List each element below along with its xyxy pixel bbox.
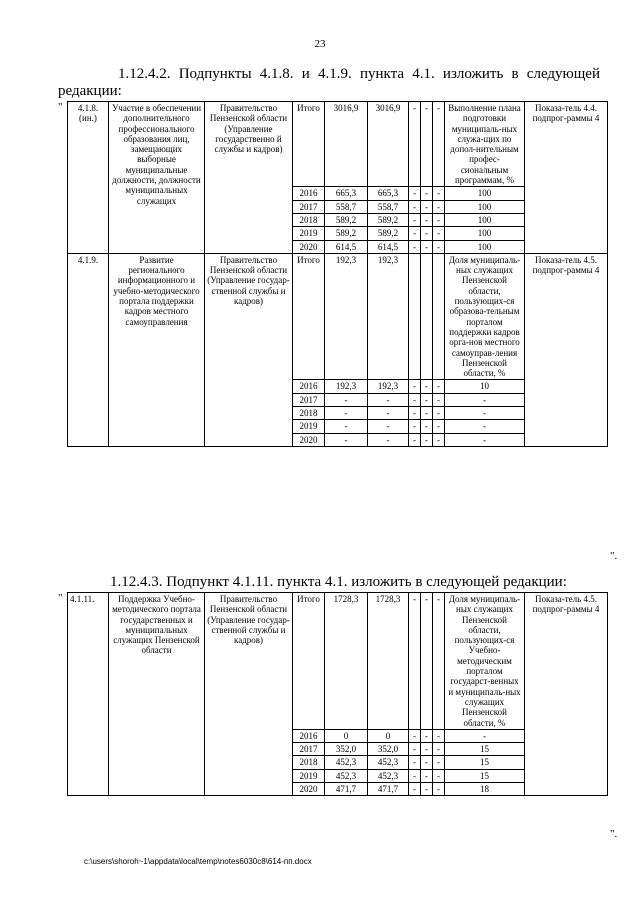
dash-cell: - [433,433,445,446]
measure-name: Участие в обеспечении дополнительного профессионального образования лиц, замещающих выборные муниципальные должности, должности муниципальных служащих [109,102,205,254]
heading-1-continuation: редакции: [58,83,122,99]
dash-cell: - [409,407,421,420]
value-cell: 100 [445,187,525,200]
value-cell: 100 [445,213,525,226]
indicator-cell: Доля муниципаль-ных служащих Пензенской области, пользующих-ся образова-тельным порталом поддержки кадров орга-нов местного самоуправ-ления Пензенской области, % [445,253,525,380]
closing-quote: ". [610,828,618,840]
value-cell: - [445,407,525,420]
measure-executor: Правительство Пензенской области (Управление государ-ственной службы и кадров) [205,593,293,796]
year-cell: 2017 [293,393,325,406]
total-cell: - [325,420,368,433]
dash-cell: - [409,102,421,187]
value-cell: - [445,393,525,406]
dash-cell: - [409,769,421,782]
dash-cell: - [421,433,433,446]
total-cell: 1728,3 [325,593,368,730]
budget-cell: 614,5 [368,240,409,253]
dash-cell: - [421,420,433,433]
dash-cell: - [421,213,433,226]
year-cell: 2016 [293,380,325,393]
dash-cell [433,253,445,380]
dash-cell: - [421,393,433,406]
total-cell: 558,7 [325,200,368,213]
period-cell: Итого [293,253,325,380]
opening-quote: " [58,101,63,113]
dash-cell: - [421,380,433,393]
dash-cell: - [433,187,445,200]
footer-file-path: c:\users\shoroh~1\appdata\local\temp\notes6030c8\614-пп.docx [84,857,312,866]
dash-cell: - [433,240,445,253]
dash-cell: - [421,783,433,796]
budget-cell: 589,2 [368,213,409,226]
year-cell: 2019 [293,227,325,240]
indicator-cell: Выполнение плана подготовки муниципаль-ных служа-щих по допол-нительным профес-сиональным программам, % [445,102,525,187]
budget-cell: 589,2 [368,227,409,240]
year-cell: 2018 [293,213,325,226]
dash-cell: - [409,420,421,433]
measure-executor: Правительство Пензенской области (Управление государ-ственной службы и кадров) [205,253,293,446]
budget-cell: 192,3 [368,380,409,393]
opening-quote: " [58,592,63,604]
total-cell: 665,3 [325,187,368,200]
dash-cell: - [409,213,421,226]
value-cell: 100 [445,240,525,253]
dash-cell: - [409,743,421,756]
dash-cell: - [421,729,433,742]
total-cell: 192,3 [325,253,368,380]
dash-cell: - [433,380,445,393]
budget-cell: - [368,420,409,433]
dash-cell: - [409,380,421,393]
budget-cell: - [368,393,409,406]
dash-cell: - [433,756,445,769]
heading-1: 1.12.4.2. Подпункты 4.1.8. и 4.1.9. пункта 4.1. изложить в следующей [118,66,600,82]
budget-cell: 471,7 [368,783,409,796]
dash-cell: - [433,200,445,213]
total-cell: 352,0 [325,743,368,756]
dash-cell: - [409,200,421,213]
dash-cell: - [433,393,445,406]
year-cell: 2018 [293,756,325,769]
dash-cell: - [421,200,433,213]
total-cell: 471,7 [325,783,368,796]
indicator-cell: Доля муниципаль-ных служащих Пензенской области, пользующих-ся Учебно-методическим порталом государст-венных и муниципаль-ных служащих Пензенской области, % [445,593,525,730]
indicator-link: Показа-тель 4.5. подпрог-раммы 4 [525,593,608,796]
budget-cell: 0 [368,729,409,742]
budget-cell: 3016,9 [368,102,409,187]
dash-cell: - [409,433,421,446]
year-cell: 2019 [293,769,325,782]
year-cell: 2017 [293,743,325,756]
year-cell: 2016 [293,187,325,200]
dash-cell: - [409,240,421,253]
dash-cell: - [433,227,445,240]
budget-cell: 192,3 [368,253,409,380]
total-cell: - [325,393,368,406]
measure-name: Поддержка Учебно-методического портала государственных и муниципальных служащих Пензенской области [109,593,205,796]
dash-cell: - [433,407,445,420]
value-cell: - [445,729,525,742]
dash-cell: - [433,102,445,187]
budget-cell: 665,3 [368,187,409,200]
value-cell: 15 [445,769,525,782]
indicator-link: Показа-тель 4.5. подпрог-раммы 4 [525,253,608,446]
dash-cell: - [421,756,433,769]
measure-name: Развитие регионального информационного и учебно-методического портала поддержки кадров местного самоуправления [109,253,205,446]
dash-cell [409,253,421,380]
dash-cell: - [421,593,433,730]
value-cell: 100 [445,227,525,240]
value-cell: 10 [445,380,525,393]
period-cell: Итого [293,102,325,187]
year-cell: 2017 [293,200,325,213]
total-cell: 589,2 [325,227,368,240]
budget-cell: - [368,407,409,420]
total-cell: 192,3 [325,380,368,393]
closing-quote: ". [610,550,618,562]
table-row [68,593,608,730]
dash-cell: - [433,729,445,742]
year-cell: 2018 [293,407,325,420]
dash-cell: - [409,729,421,742]
year-cell: 2016 [293,729,325,742]
budget-cell: 558,7 [368,200,409,213]
dash-cell: - [433,213,445,226]
year-cell: 2020 [293,783,325,796]
dash-cell: - [409,187,421,200]
total-cell: 452,3 [325,769,368,782]
table-row [68,253,608,380]
budget-cell: 352,0 [368,743,409,756]
total-cell: 452,3 [325,756,368,769]
dash-cell [421,253,433,380]
total-cell: 614,5 [325,240,368,253]
dash-cell: - [421,240,433,253]
dash-cell: - [421,743,433,756]
budget-cell: 452,3 [368,756,409,769]
measure-number: 4.1.8. (ин.) [68,102,109,254]
dash-cell: - [421,187,433,200]
value-cell: - [445,420,525,433]
heading-2: 1.12.4.3. Подпункт 4.1.11. пункта 4.1. изложить в следующей редакции: [110,574,567,590]
dash-cell: - [433,743,445,756]
measure-number: 4.1.11. [68,593,109,796]
total-cell: 3016,9 [325,102,368,187]
period-cell: Итого [293,593,325,730]
dash-cell: - [421,102,433,187]
value-cell: - [445,433,525,446]
value-cell: 15 [445,743,525,756]
value-cell: 18 [445,783,525,796]
total-cell: 0 [325,729,368,742]
year-cell: 2019 [293,420,325,433]
budget-cell: - [368,433,409,446]
value-cell: 100 [445,200,525,213]
dash-cell: - [421,227,433,240]
measure-number: 4.1.9. [68,253,109,446]
measure-executor: Правительство Пензенской области (Управление государственно й службы и кадров) [205,102,293,254]
dash-cell: - [409,393,421,406]
dash-cell: - [433,593,445,730]
total-cell: - [325,433,368,446]
dash-cell: - [433,769,445,782]
dash-cell: - [433,420,445,433]
dash-cell: - [409,227,421,240]
value-cell: 15 [445,756,525,769]
year-cell: 2020 [293,240,325,253]
total-cell: 589,2 [325,213,368,226]
page-number: 23 [314,38,326,50]
year-cell: 2020 [293,433,325,446]
total-cell: - [325,407,368,420]
measures-table-2 [67,592,608,796]
measures-table-1 [67,101,608,447]
dash-cell: - [433,783,445,796]
dash-cell: - [409,783,421,796]
dash-cell: - [409,593,421,730]
dash-cell: - [421,769,433,782]
budget-cell: 1728,3 [368,593,409,730]
dash-cell: - [409,756,421,769]
budget-cell: 452,3 [368,769,409,782]
indicator-link: Показа-тель 4.4. подпрог-раммы 4 [525,102,608,254]
table-row [68,102,608,187]
dash-cell: - [421,407,433,420]
